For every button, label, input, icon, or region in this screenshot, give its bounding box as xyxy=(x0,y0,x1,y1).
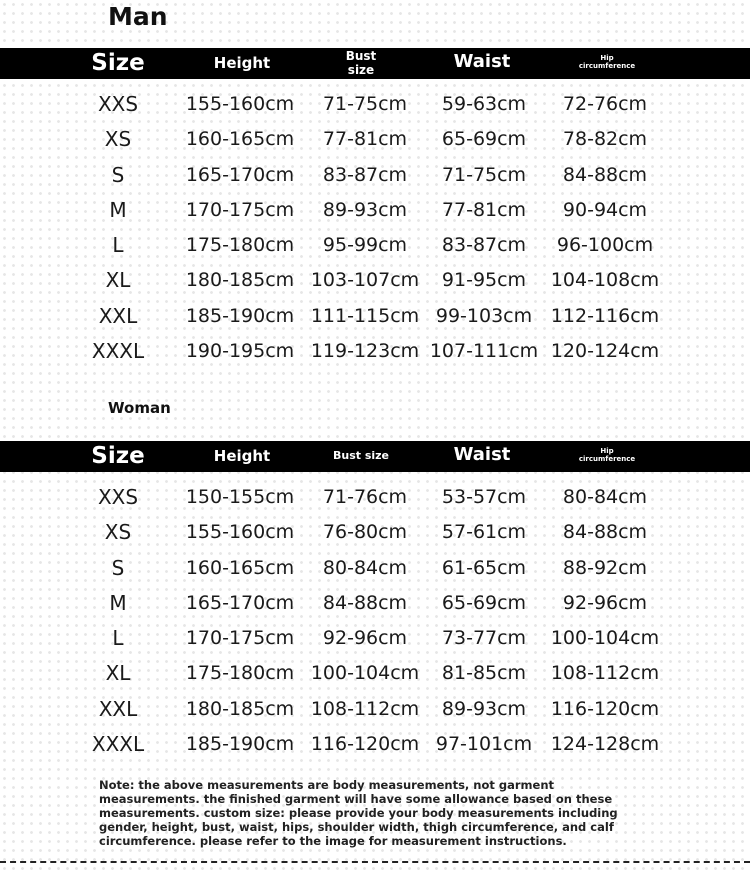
hip-cell: 84-88cm xyxy=(562,163,648,186)
size-cell: XXL xyxy=(98,303,138,328)
hip-cell: 104-108cm xyxy=(550,269,660,292)
hip-cell: 88-92cm xyxy=(562,556,648,579)
waist-cell: 89-93cm xyxy=(441,697,527,720)
height-cell: 150-155cm xyxy=(185,486,295,508)
waist-cell: 99-103cm xyxy=(435,304,533,327)
man-header-bust: Bust size xyxy=(345,49,377,77)
woman-section-title: Woman xyxy=(108,399,171,417)
bust-cell: 92-96cm xyxy=(322,627,408,650)
hip-cell: 72-76cm xyxy=(562,93,648,115)
table-row xyxy=(0,299,750,334)
man-header-waist: Waist xyxy=(453,51,511,72)
height-cell: 165-170cm xyxy=(185,163,295,186)
waist-cell: 53-57cm xyxy=(441,486,527,508)
woman-header-height: Height xyxy=(213,447,271,465)
man-header-hip: Hip circumference xyxy=(578,54,636,70)
table-row xyxy=(0,551,750,586)
hip-cell: 90-94cm xyxy=(562,198,648,221)
man-section-title: Man xyxy=(108,2,168,31)
height-cell: 180-185cm xyxy=(185,269,295,292)
waist-cell: 91-95cm xyxy=(441,269,527,292)
size-cell: L xyxy=(112,626,124,651)
waist-cell: 59-63cm xyxy=(441,93,527,115)
table-row xyxy=(0,586,750,621)
height-cell: 160-165cm xyxy=(185,556,295,579)
woman-size-table xyxy=(0,480,750,762)
table-row xyxy=(0,263,750,298)
waist-cell: 65-69cm xyxy=(441,128,527,151)
size-cell: XXS xyxy=(97,485,139,509)
hip-cell: 80-84cm xyxy=(562,486,648,508)
bust-cell: 103-107cm xyxy=(310,269,420,292)
size-cell: XXL xyxy=(98,696,138,721)
height-cell: 175-180cm xyxy=(185,234,295,257)
table-row xyxy=(0,158,750,193)
size-cell: XS xyxy=(104,520,132,545)
bust-cell: 83-87cm xyxy=(322,163,408,186)
waist-cell: 77-81cm xyxy=(441,198,527,221)
hip-cell: 108-112cm xyxy=(550,662,660,685)
hip-cell: 112-116cm xyxy=(550,304,660,327)
table-row xyxy=(0,228,750,263)
woman-table-header xyxy=(0,441,750,472)
woman-header-waist: Waist xyxy=(453,444,511,465)
hip-cell: 124-128cm xyxy=(550,733,660,756)
height-cell: 185-190cm xyxy=(185,304,295,327)
waist-cell: 61-65cm xyxy=(441,556,527,579)
table-row xyxy=(0,656,750,691)
height-cell: 175-180cm xyxy=(185,662,295,685)
man-header-height: Height xyxy=(213,54,271,72)
table-row xyxy=(0,193,750,228)
bust-cell: 111-115cm xyxy=(310,304,420,327)
size-cell: XL xyxy=(105,661,131,686)
waist-cell: 73-77cm xyxy=(441,627,527,650)
bust-cell: 108-112cm xyxy=(310,697,420,720)
waist-cell: 65-69cm xyxy=(441,591,527,614)
table-row xyxy=(0,621,750,656)
hip-cell: 100-104cm xyxy=(550,627,660,650)
hip-cell: 96-100cm xyxy=(556,234,654,257)
dashed-divider xyxy=(0,861,750,863)
table-row xyxy=(0,727,750,762)
size-cell: S xyxy=(111,162,125,187)
table-row xyxy=(0,122,750,157)
height-cell: 190-195cm xyxy=(185,340,295,363)
bust-cell: 100-104cm xyxy=(310,662,420,685)
woman-header-size: Size xyxy=(91,443,145,469)
waist-cell: 57-61cm xyxy=(441,521,527,544)
bust-cell: 119-123cm xyxy=(310,340,420,363)
bust-cell: 80-84cm xyxy=(322,556,408,579)
height-cell: 155-160cm xyxy=(185,93,295,115)
bust-cell: 71-76cm xyxy=(322,486,408,508)
bust-cell: 116-120cm xyxy=(310,733,420,756)
bust-cell: 95-99cm xyxy=(322,234,408,257)
man-table-header xyxy=(0,48,750,79)
size-cell: XXS xyxy=(97,92,139,116)
size-cell: M xyxy=(109,590,127,615)
waist-cell: 97-101cm xyxy=(435,733,533,756)
height-cell: 165-170cm xyxy=(185,591,295,614)
height-cell: 155-160cm xyxy=(185,521,295,544)
size-cell: M xyxy=(109,197,127,222)
measurement-note: Note: the above measurements are body measurements, not garment measurements. the finished garment will have some allowance based on these measurements. custom size: please provide your body measurements including gender, height, bust, waist, hips, shoulder width, thigh circumference, and calf circumference. please refer to the image for measurement instructions. xyxy=(99,778,618,848)
hip-cell: 92-96cm xyxy=(562,591,648,614)
bust-cell: 71-75cm xyxy=(322,93,408,115)
hip-cell: 116-120cm xyxy=(550,697,660,720)
height-cell: 185-190cm xyxy=(185,733,295,756)
table-row xyxy=(0,480,750,515)
height-cell: 170-175cm xyxy=(185,198,295,221)
waist-cell: 81-85cm xyxy=(441,662,527,685)
bust-cell: 89-93cm xyxy=(322,198,408,221)
hip-cell: 120-124cm xyxy=(550,340,660,363)
waist-cell: 107-111cm xyxy=(429,340,539,363)
table-row xyxy=(0,334,750,369)
size-cell: XL xyxy=(105,268,131,293)
hip-cell: 78-82cm xyxy=(562,128,648,151)
woman-header-hip: Hip circumference xyxy=(578,447,636,463)
size-cell: L xyxy=(112,233,124,258)
bust-cell: 84-88cm xyxy=(322,591,408,614)
man-size-table xyxy=(0,87,750,369)
table-row xyxy=(0,515,750,550)
woman-header-bust: Bust size xyxy=(332,449,390,462)
size-cell: S xyxy=(111,555,125,580)
waist-cell: 83-87cm xyxy=(441,234,527,257)
table-row xyxy=(0,87,750,122)
hip-cell: 84-88cm xyxy=(562,521,648,544)
size-cell: XXXL xyxy=(91,339,145,364)
size-cell: XXXL xyxy=(91,732,145,757)
bust-cell: 77-81cm xyxy=(322,128,408,151)
size-cell: XS xyxy=(104,127,132,152)
man-header-size: Size xyxy=(91,50,145,76)
height-cell: 160-165cm xyxy=(185,128,295,151)
waist-cell: 71-75cm xyxy=(441,163,527,186)
bust-cell: 76-80cm xyxy=(322,521,408,544)
height-cell: 180-185cm xyxy=(185,697,295,720)
table-row xyxy=(0,692,750,727)
height-cell: 170-175cm xyxy=(185,627,295,650)
